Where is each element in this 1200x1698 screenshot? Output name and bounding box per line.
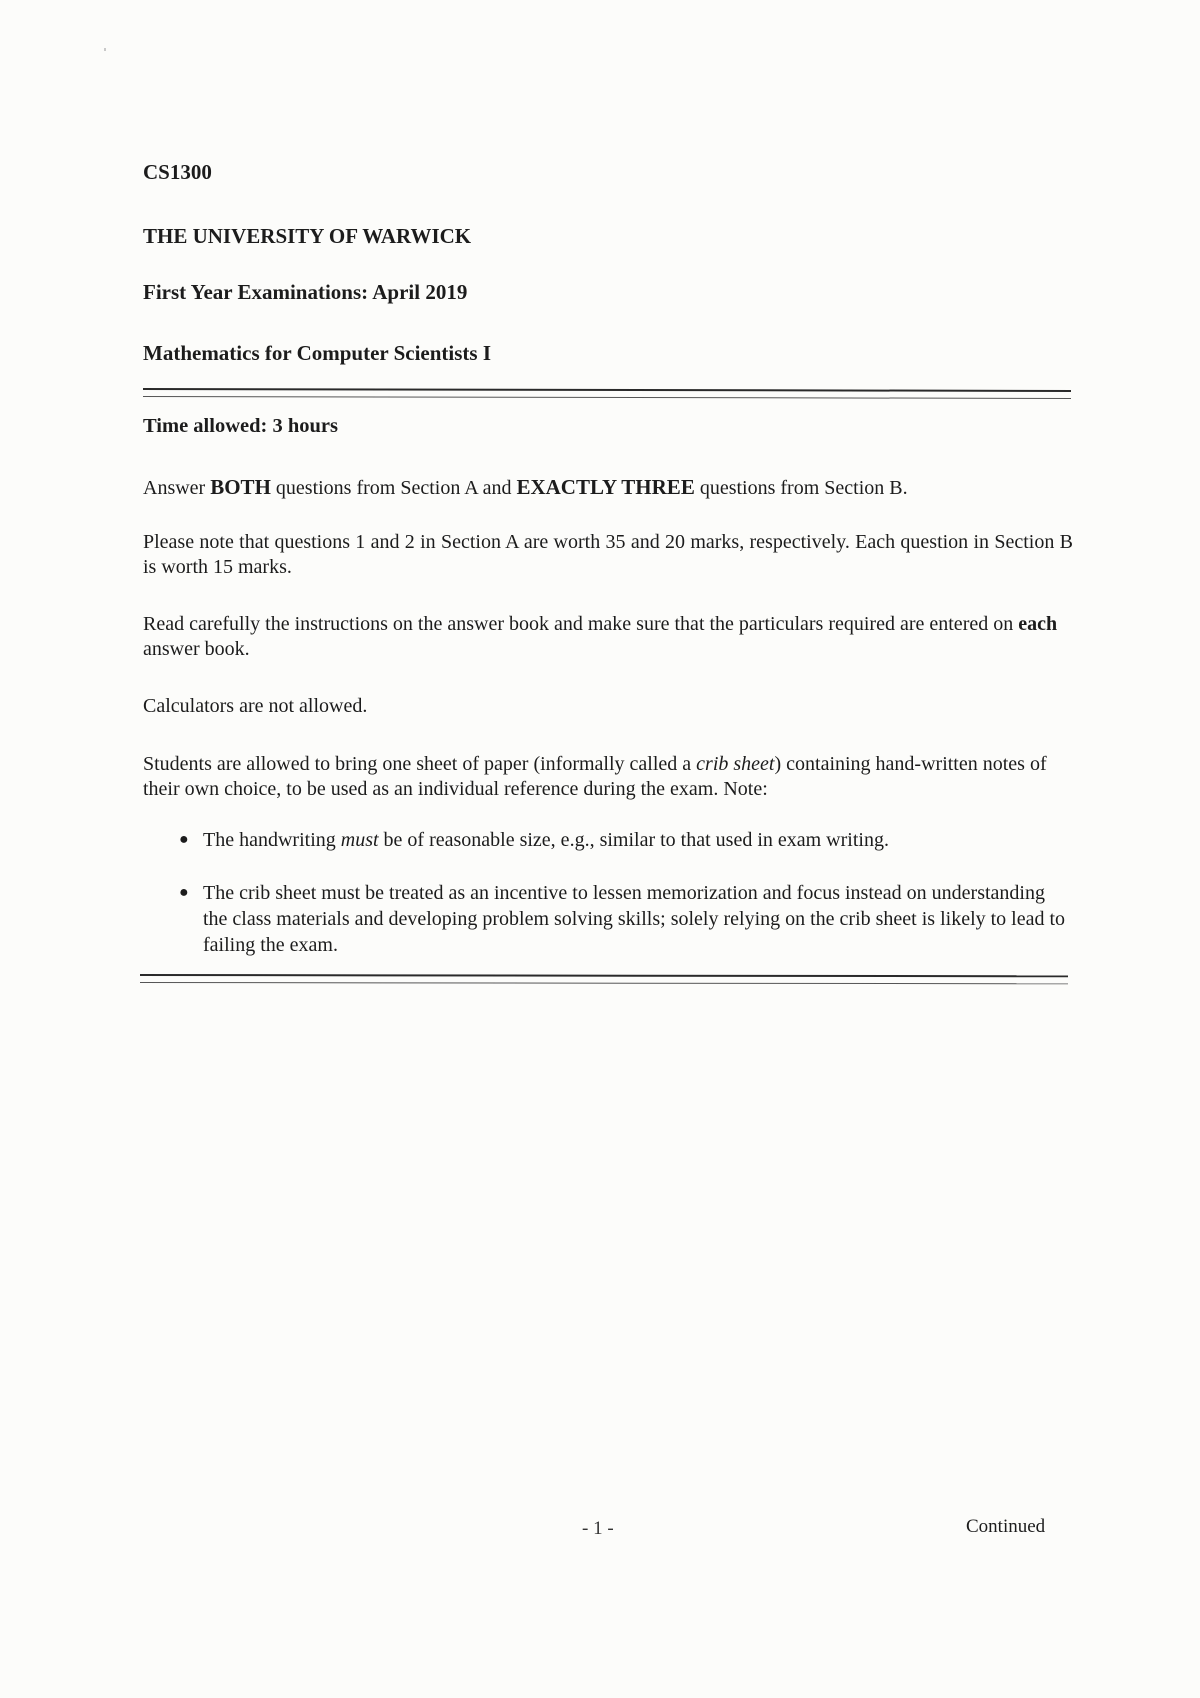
answer-text-3: questions from Section B. xyxy=(694,477,908,499)
page-number: - 1 - xyxy=(582,1518,614,1539)
course-code: CS1300 xyxy=(143,160,212,184)
answer-bold-exactly-three: EXACTLY THREE xyxy=(516,475,695,499)
module-title: Mathematics for Computer Scientists I xyxy=(143,341,492,365)
calculators-note: Calculators are not allowed. xyxy=(143,695,368,717)
top-double-rule xyxy=(143,388,1071,399)
bullet-1-italic-must: must xyxy=(340,829,379,851)
bullet-row xyxy=(179,827,1073,853)
time-allowed: Time allowed: 3 hours xyxy=(143,415,338,437)
answer-text-2: questions from Section A and xyxy=(270,477,517,499)
bottom-double-rule xyxy=(140,974,1068,984)
bullet-2-text: The crib sheet must be treated as an incentive to lessen memorization and focus instead on understanding the class materials and developing problem solving skills; solely relying on the crib sheet is likely to lead to failing the exam. xyxy=(203,882,1066,956)
crib-note-text-1: Students are allowed to bring one sheet of paper (informally called a xyxy=(143,753,697,775)
exam-period: First Year Examinations: April 2019 xyxy=(143,280,468,304)
bullet-1-text-2: be of reasonable size, e.g., similar to that used in exam writing. xyxy=(378,829,889,851)
bullet-dot-icon: ● xyxy=(179,884,189,901)
crib-note-italic: crib sheet xyxy=(696,753,775,775)
bullet-1-text-1: The handwriting xyxy=(203,829,341,851)
continued-label: Continued xyxy=(966,1516,1046,1537)
bullet-text xyxy=(203,827,1073,853)
answer-bold-both: BOTH xyxy=(210,475,271,499)
answer-instructions xyxy=(143,475,1073,501)
answer-text-1: Answer xyxy=(143,477,211,499)
bullet-item-incentive xyxy=(179,880,1073,958)
bullet-row xyxy=(179,880,1073,958)
bullet-dot-icon: ● xyxy=(179,831,189,848)
university-name: THE UNIVERSITY OF WARWICK xyxy=(143,224,472,248)
crib-note-text-2: ) containing hand-written notes of their own choice, to be used as an individual reference during the exam. Note: xyxy=(143,753,1047,800)
read-note-text-1: Read carefully the instructions on the answer book and make sure that the particulars required are entered on xyxy=(143,613,1019,635)
bullet-item-handwriting xyxy=(179,827,1073,853)
scan-speck xyxy=(104,48,106,51)
read-note-text-2: answer book. xyxy=(143,638,250,660)
marks-note: Please note that questions 1 and 2 in Section A are worth 35 and 20 marks, respectively. Each question in Section B is worth 15 marks. xyxy=(143,531,1073,578)
read-note-bold-each: each xyxy=(1018,613,1058,635)
answer-book-note xyxy=(143,612,1073,662)
crib-sheet-note xyxy=(143,752,1073,802)
